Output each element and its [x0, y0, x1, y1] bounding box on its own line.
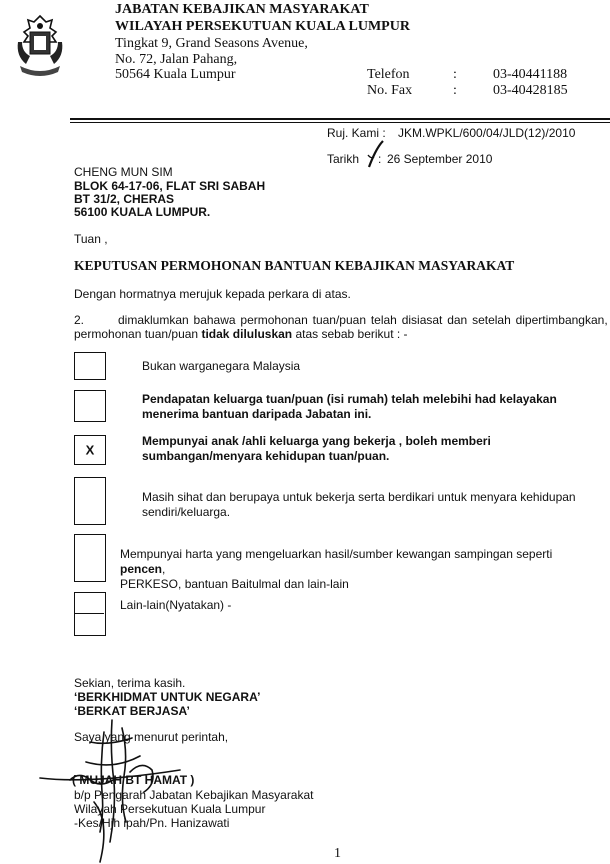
closing-motto1: ‘BERKHIDMAT UNTUK NEGARA’: [74, 690, 261, 704]
intro-paragraph: Dengan hormatnya merujuk kepada perkara di atas.: [74, 287, 351, 301]
reason5-text-b: ,: [162, 562, 166, 576]
header-divider: [70, 118, 610, 120]
reason5-text-c: PERKESO: [120, 577, 179, 591]
reason-checkbox-4: [74, 477, 106, 525]
phone-label: Telefon: [367, 67, 410, 82]
closing-motto2: ‘BERKAT BERJASA’: [74, 704, 190, 718]
reason-checkbox-6: [74, 592, 106, 636]
phone-colon: :: [453, 67, 457, 82]
reason-text-3: Mempunyai anak /ahli keluarga yang bekerja , boleh memberi sumbangan/menyara kehidupan tuan/puan.: [142, 434, 491, 463]
reason5-text-bold: pencen: [120, 562, 163, 576]
reason5-text-d: , bantuan Baitulmal dan lain-lain: [178, 577, 349, 591]
fax-value: 03-40428185: [493, 83, 568, 98]
reason-checkbox-3: [74, 435, 106, 465]
signatory-title1: b/p Pengarah Jabatan Kebajikan Masyarakat: [74, 788, 314, 802]
signatory-title2: Wilayah Persekutuan Kuala Lumpur: [74, 802, 266, 816]
reason-text-2: Pendapatan keluarga tuan/puan (isi rumah) telah melebihi had kelayakan menerima bantuan daripada Jabatan ini.: [142, 392, 557, 421]
phone-value: 03-40441188: [493, 67, 568, 82]
org-name-line2: WILAYAH PERSEKUTUAN KUALA LUMPUR: [115, 19, 410, 34]
para2-text-c: atas sebab berikut : -: [295, 327, 408, 341]
page-number: 1: [334, 846, 341, 861]
para2-line2: [74, 327, 408, 341]
para2-text-a: dimaklumkan bahawa permohonan tuan/puan telah disiasat dan setelah dipertimbangkan,: [118, 313, 608, 327]
reason-text-5: [120, 547, 600, 592]
para2-number: 2.: [74, 313, 85, 327]
recipient-address3: 56100 KUALA LUMPUR.: [74, 205, 211, 219]
para2-text-b: permohonan tuan/puan: [74, 327, 199, 341]
closing-order: Saya yang menurut perintah,: [74, 730, 229, 744]
date-value: 26 September 2010: [387, 152, 493, 166]
coat-of-arms-icon: [12, 12, 68, 78]
salutation: Tuan ,: [74, 232, 108, 246]
subject-heading: KEPUTUSAN PERMOHONAN BANTUAN KEBAJIKAN MASYARAKAT: [74, 258, 515, 273]
para2-text-bold: tidak diluluskan: [201, 327, 293, 341]
reason-text-6: Lain-lain(Nyatakan) -: [120, 598, 232, 612]
header-divider-thin: [70, 122, 610, 123]
org-name-line1: JABATAN KEBAJIKAN MASYARAKAT: [115, 2, 369, 17]
ref-value: JKM.WPKL/600/04/JLD(12)/2010: [398, 126, 576, 140]
date-colon: :: [378, 152, 382, 166]
recipient-address2: BT 31/2, CHERAS: [74, 192, 175, 206]
reason-text-4: Masih sihat dan berupaya untuk bekerja serta berdikari untuk menyara kehidupan sendiri/keluarga.: [142, 490, 576, 519]
checkbox-mark: X: [85, 442, 95, 458]
reason-checkbox-5: [74, 534, 106, 582]
fax-label: No. Fax: [367, 83, 413, 98]
fax-colon: :: [453, 83, 457, 98]
address-line1: Tingkat 9, Grand Seasons Avenue,: [115, 36, 308, 51]
checkbox-6-divider: [74, 613, 104, 614]
recipient-address1: BLOK 64-17-06, FLAT SRI SABAH: [74, 179, 266, 193]
reason-text-1: Bukan warganegara Malaysia: [142, 359, 301, 373]
date-label: Tarikh: [327, 152, 360, 166]
reason-checkbox-1: [74, 352, 106, 380]
ref-label: Ruj. Kami :: [327, 126, 386, 140]
signatory-title3: -Kes/Hjh ipah/Pn. Hanizawati: [74, 816, 230, 830]
handwritten-signature-icon: [30, 712, 210, 864]
address-line2: No. 72, Jalan Pahang,: [115, 52, 238, 67]
address-line3: 50564 Kuala Lumpur: [115, 67, 236, 82]
signatory-name: ( MUJAH BT HAMAT ): [72, 773, 195, 787]
reason-checkbox-2: [74, 390, 106, 422]
recipient-name: CHENG MUN SIM: [74, 165, 173, 179]
closing-thanks: Sekian, terima kasih.: [74, 676, 186, 690]
pen-tick-icon: [366, 139, 386, 169]
reason5-text-a: Mempunyai harta yang mengeluarkan hasil/sumber kewangan sampingan seperti: [120, 547, 553, 561]
